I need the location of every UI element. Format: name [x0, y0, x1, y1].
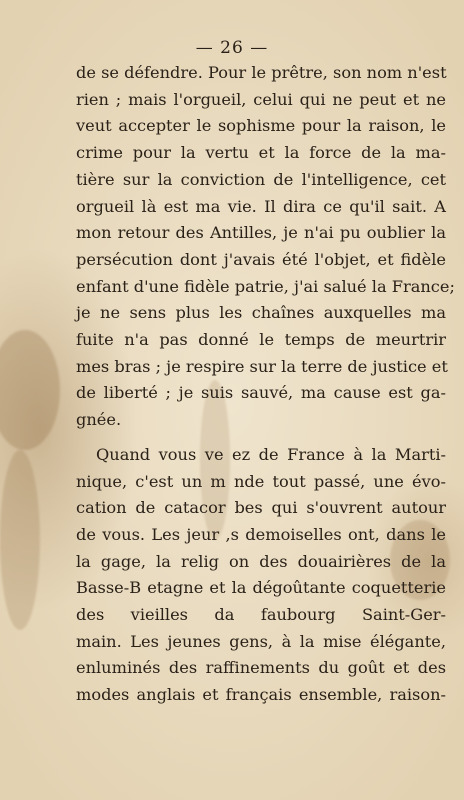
text-line: des vieilles da faubourg Saint-Ger- [76, 605, 446, 625]
text-line: fuite n'a pas donné le temps de meurtrir [76, 330, 446, 350]
text-line: rien ; mais l'orgueil, celui qui ne peut et ne [76, 89, 446, 109]
text-line: gnée. [76, 410, 122, 430]
text-line: main. Les jeunes gens, à la mise élégante, [76, 631, 446, 651]
page-body [76, 60, 455, 709]
text-line: de se défendre. Pour le prêtre, son nom n'est [76, 63, 447, 82]
water-stain [0, 450, 40, 630]
text-line: de liberté ; je suis sauvé, ma cause est ga- [76, 383, 446, 403]
text-line: enfant d'une fidèle patrie, j'ai salué la France; [76, 276, 455, 296]
text-line: la gage, la relig on des douairières de la [76, 551, 446, 571]
text-line: mes bras ; je respire sur la terre de justice et [76, 356, 448, 376]
text-line: tière sur la conviction de l'intelligence, cet [76, 169, 446, 189]
text-line: de vous. Les jeur ,s demoiselles ont, dans le [76, 524, 446, 544]
text-line: orgueil là est ma vie. Il dira ce qu'il sait. A [76, 196, 446, 216]
text-line: cation de catacor bes qui s'ouvrent autour [76, 498, 446, 518]
text-line: Basse-B etagne et la dégoûtante coquetterie [76, 578, 446, 598]
text-line: persécution dont j'avais été l'objet, et fidèle [76, 249, 446, 269]
text-line: crime pour la vertu et la force de la ma- [76, 143, 446, 163]
paragraph [76, 442, 446, 709]
text-line: enluminés des raffinements du goût et des [76, 658, 446, 678]
paragraph [76, 60, 455, 434]
text-line: mon retour des Antilles, je n'ai pu oublier la [76, 223, 446, 243]
page-number: — 26 — [195, 38, 269, 58]
text-line: modes anglais et français ensemble, raison- [76, 685, 446, 705]
text-line: nique, c'est un m nde tout passé, une évo- [76, 471, 446, 491]
text-line: veut accepter le sophisme pour la raison, le [76, 116, 446, 136]
text-line: je ne sens plus les chaînes auxquelles ma [76, 303, 446, 323]
water-stain [0, 330, 60, 450]
text-line: Quand vous ve ez de France à la Marti- [96, 444, 446, 464]
